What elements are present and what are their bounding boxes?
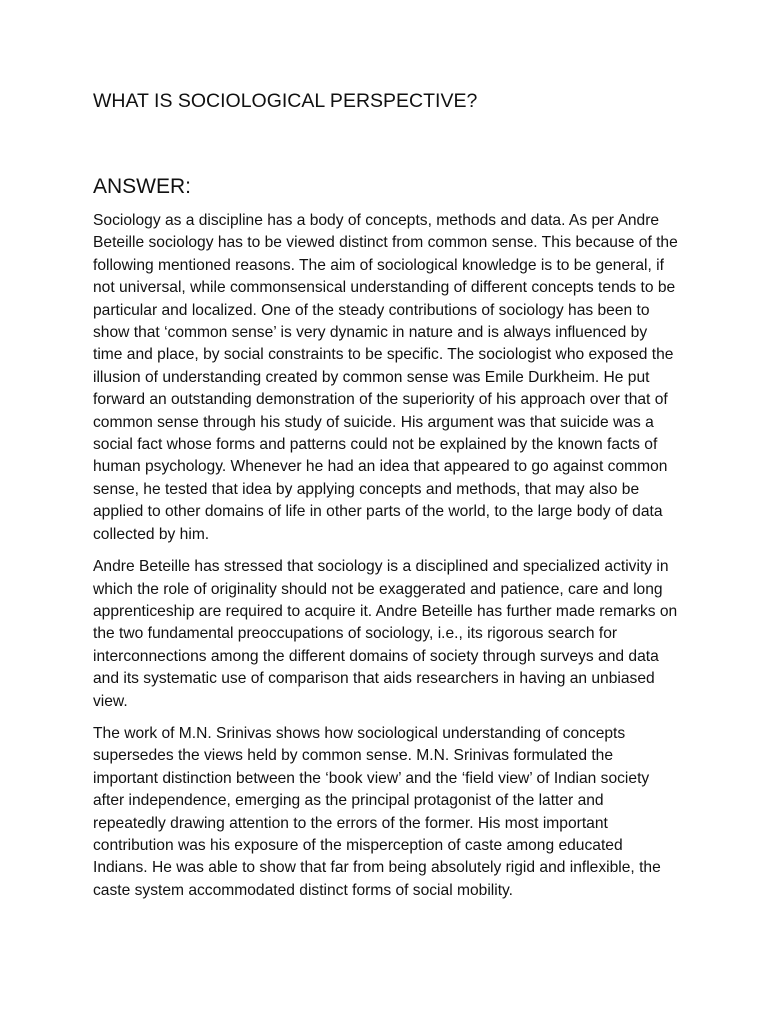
paragraph-3: The work of M.N. Srinivas shows how sociological understanding of concepts supersedes the views held by common sense. M.N. Srinivas formulated the important distinction between the ‘book view’ and the ‘field view’ of Indian society after independence, emerging as the principal protagonist of the latter and repeatedly drawing attention to the errors of the former. His most important contribution was his exposure of the misperception of caste among educated Indians. He was able to show that far from being absolutely rigid and inflexible, the caste system accommodated distinct forms of social mobility. (93, 724, 661, 899)
paragraph-2: Andre Beteille has stressed that sociology is a disciplined and specialized activity in which the role of originality should not be exaggerated and patience, care and long apprenticeship are required to acquire it. Andre Beteille has further made remarks on the two fundamental preoccupations of sociology, i.e., its rigorous search for interconnections among the different domains of society through surveys and data and its systematic use of comparison that aids researchers in having an unbiased view. (93, 558, 678, 710)
document-body (93, 210, 679, 912)
document-title: WHAT IS SOCIOLOGICAL PERSPECTIVE? (93, 90, 478, 112)
paragraph-1: Sociology as a discipline has a body of concepts, methods and data. As per Andre Beteille sociology has to be viewed distinct from common sense. This because of the following mentioned reasons. The aim of sociological knowledge is to be general, if not universal, while commonsensical understanding of different concepts tends to be particular and localized. One of the steady contributions of sociology has been to show that ‘common sense’ is very dynamic in nature and is always influenced by time and place, by social constraints to be specific. The sociologist who exposed the illusion of understanding created by common sense was Emile Durkheim. He put forward an outstanding demonstration of the superiority of his approach over that of common sense through his study of suicide. His argument was that suicide was a social fact whose forms and patterns could not be explained by the known facts of human psychology. Whenever he had an idea that appeared to go against common sense, he tested that idea by applying concepts and methods, that may also be applied to other domains of life in other parts of the world, to the large body of data collected by him. (93, 212, 678, 543)
answer-heading: ANSWER: (93, 175, 192, 198)
